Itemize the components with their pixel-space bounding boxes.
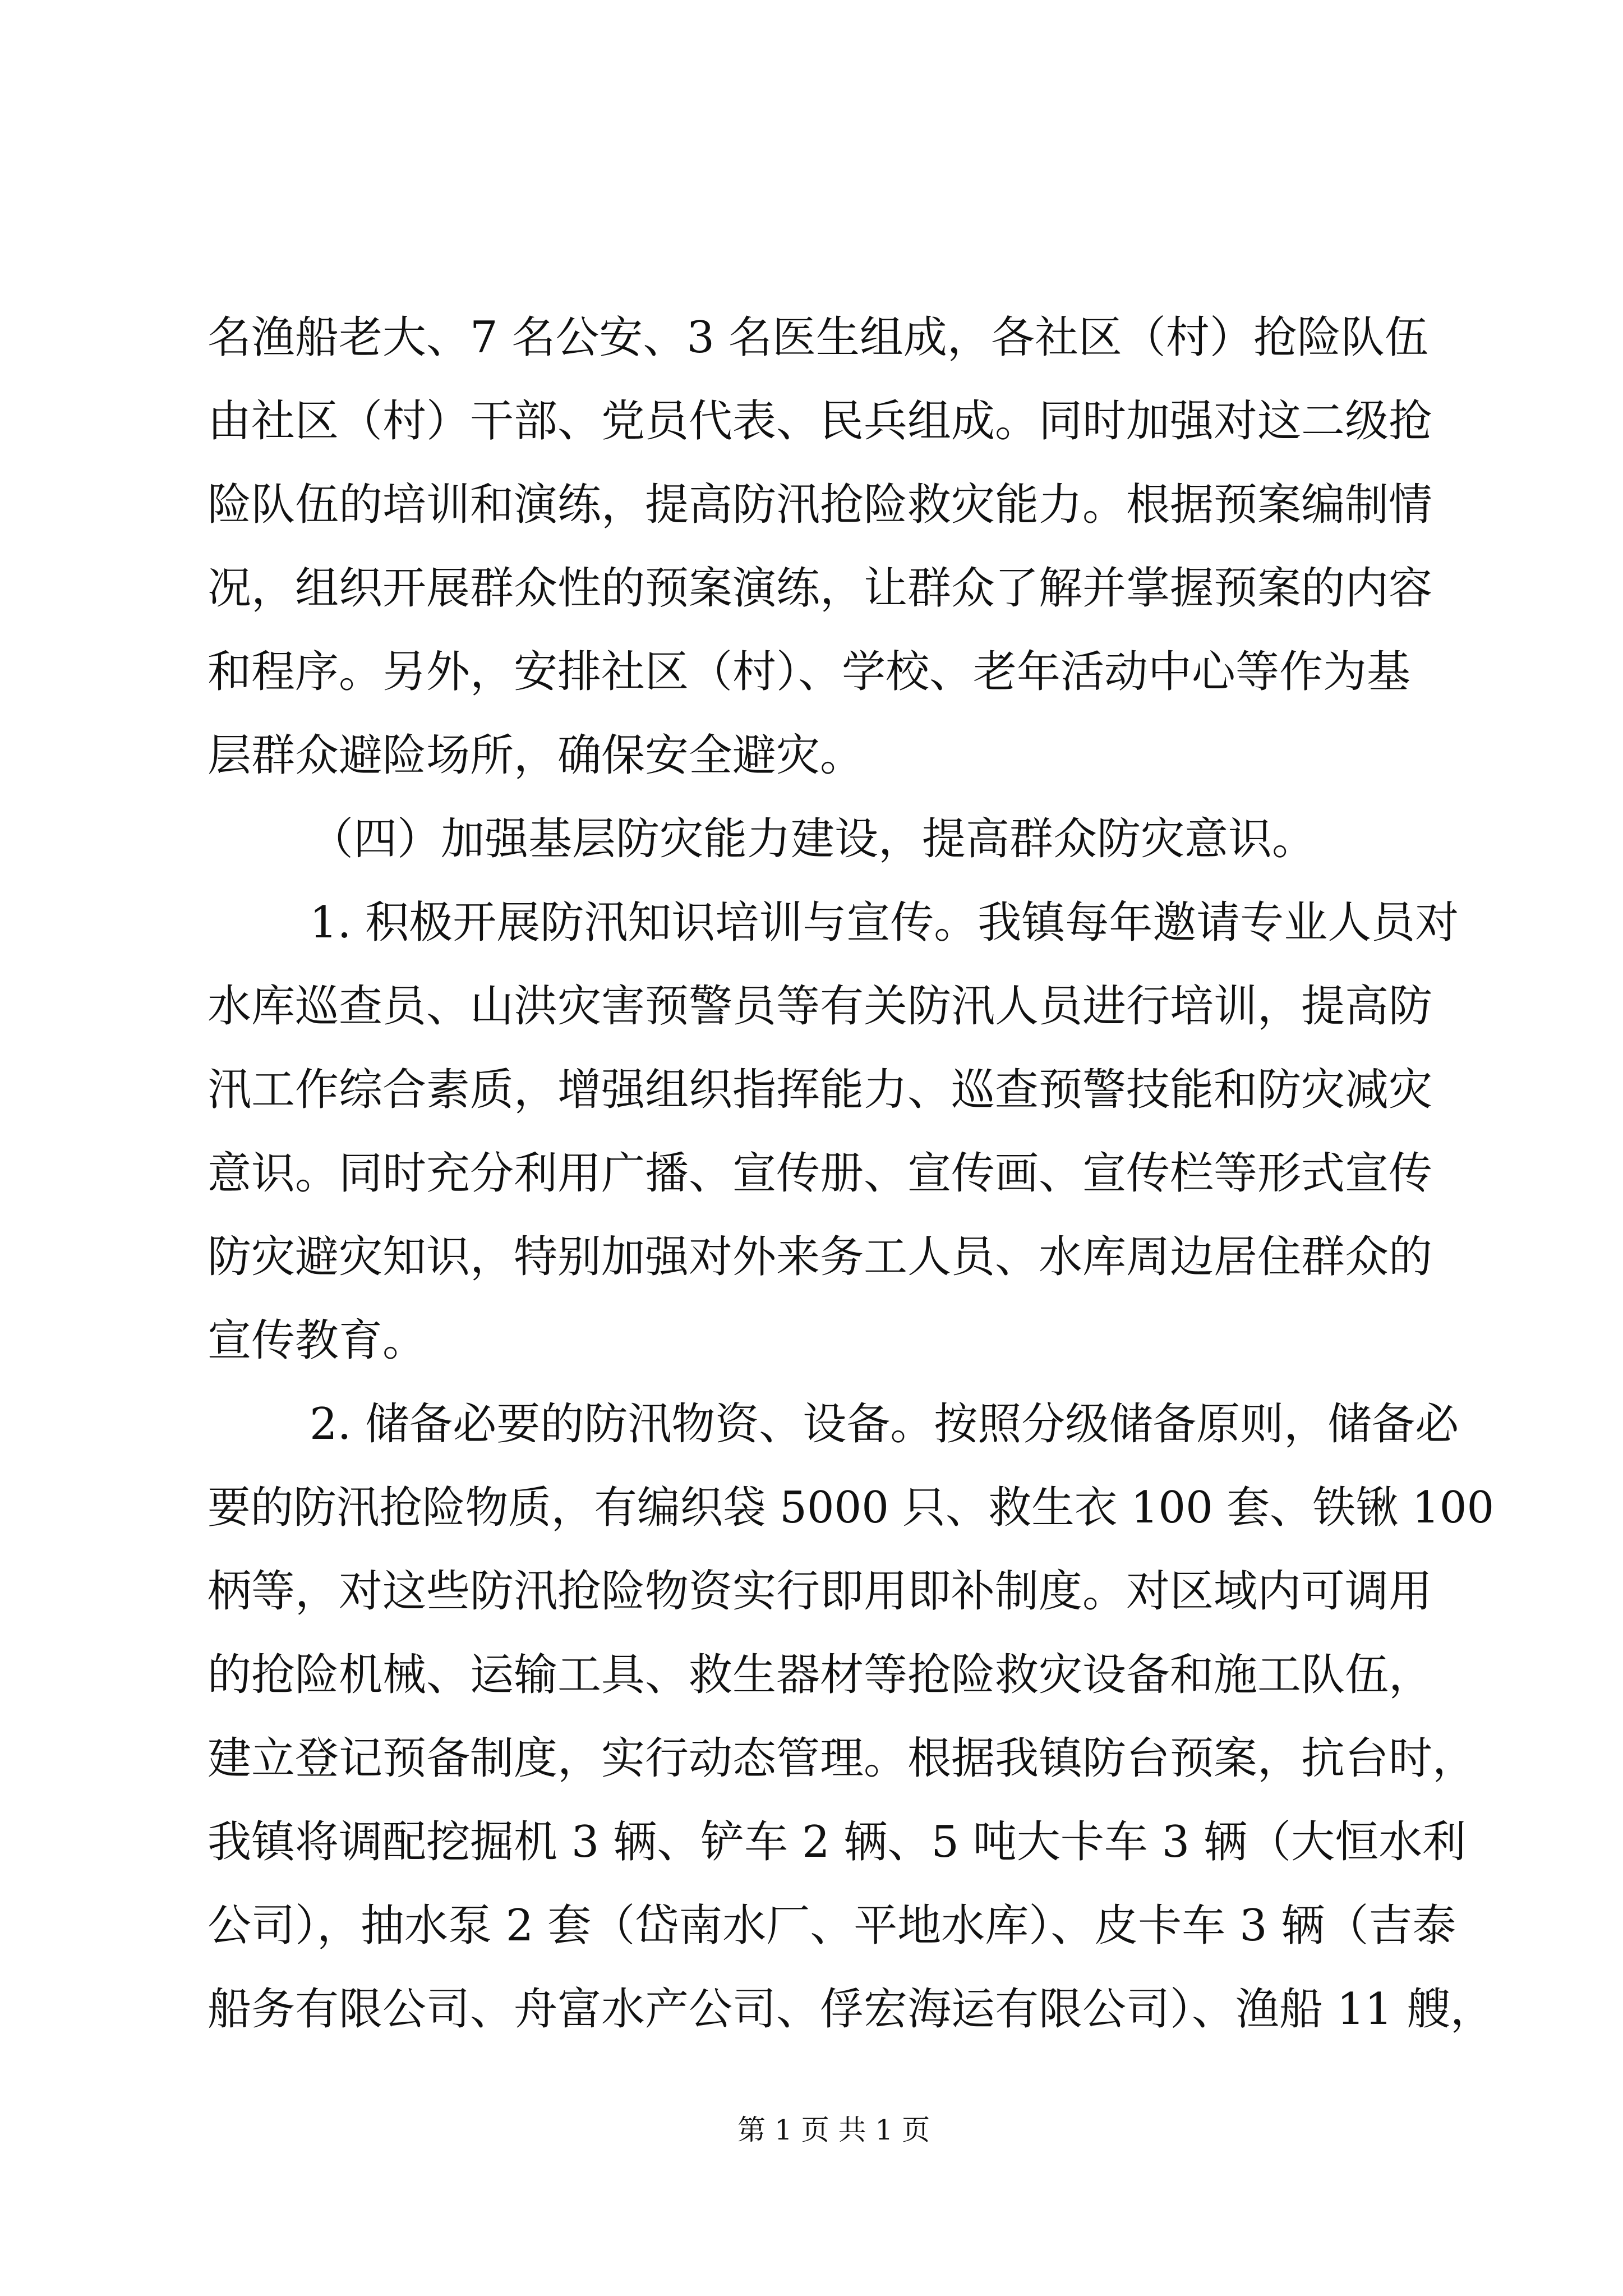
body-line-4: 况，组织开展群众性的预案演练，让群众了解并掌握预案的内容 [208,563,1433,614]
body-line-20: 公司），抽水泵 2 套（岱南水厂、平地水库）、皮卡车 3 辆（吉泰 [208,1901,1456,1951]
body-line-21: 船务有限公司、舟富水产公司、俘宏海运有限公司）、渔船 11 艘， [208,1984,1494,2035]
body-line-17: 的抢险机械、运输工具、救生器材等抢险救灾设备和施工队伍， [208,1650,1433,1700]
body-line-19: 我镇将调配挖掘机 3 辆、铲车 2 辆、5 吨大卡车 3 辆（大恒水利 [208,1817,1467,1867]
body-line-14: 2. 储备必要的防汛物资、设备。按照分级储备原则，储备必 [310,1399,1459,1450]
body-line-6: 层群众避险场所，确保安全避灾。 [208,730,864,781]
body-line-1: 名渔船老大、7 名公安、3 名医生组成，各社区（村）抢险队伍 [208,312,1428,363]
body-line-11: 意识。同时充分利用广播、宣传册、宣传画、宣传栏等形式宣传 [208,1148,1433,1199]
body-line-16: 柄等，对这些防汛抢险物资实行即用即补制度。对区域内可调用 [208,1566,1433,1617]
body-line-2: 由社区（村）干部、党员代表、民兵组成。同时加强对这二级抢 [208,396,1433,447]
body-line-5: 和程序。另外，安排社区（村）、学校、老年活动中心等作为基 [208,647,1411,697]
body-line-8: 1. 积极开展防汛知识培训与宣传。我镇每年邀请专业人员对 [310,898,1459,948]
section-heading: （四）加强基层防灾能力建设，提高群众防灾意识。 [310,814,1316,864]
page-footer: 第 1 页 共 1 页 [737,2114,930,2146]
body-line-15: 要的防汛抢险物质，有编织袋 5000 只、救生衣 100 套、铁锹 100 [208,1483,1495,1533]
body-line-18: 建立登记预备制度，实行动态管理。根据我镇防台预案，抗台时， [208,1733,1477,1784]
body-line-3: 险队伍的培训和演练，提高防汛抢险救灾能力。根据预案编制情 [208,480,1433,530]
body-line-10: 汛工作综合素质，增强组织指挥能力、巡查预警技能和防灾减灾 [208,1065,1433,1115]
body-line-9: 水库巡查员、山洪灾害预警员等有关防汛人员进行培训，提高防 [208,981,1433,1032]
body-line-13: 宣传教育。 [208,1315,427,1366]
body-line-12: 防灾避灾知识，特别加强对外来务工人员、水库周边居住群众的 [208,1232,1433,1282]
